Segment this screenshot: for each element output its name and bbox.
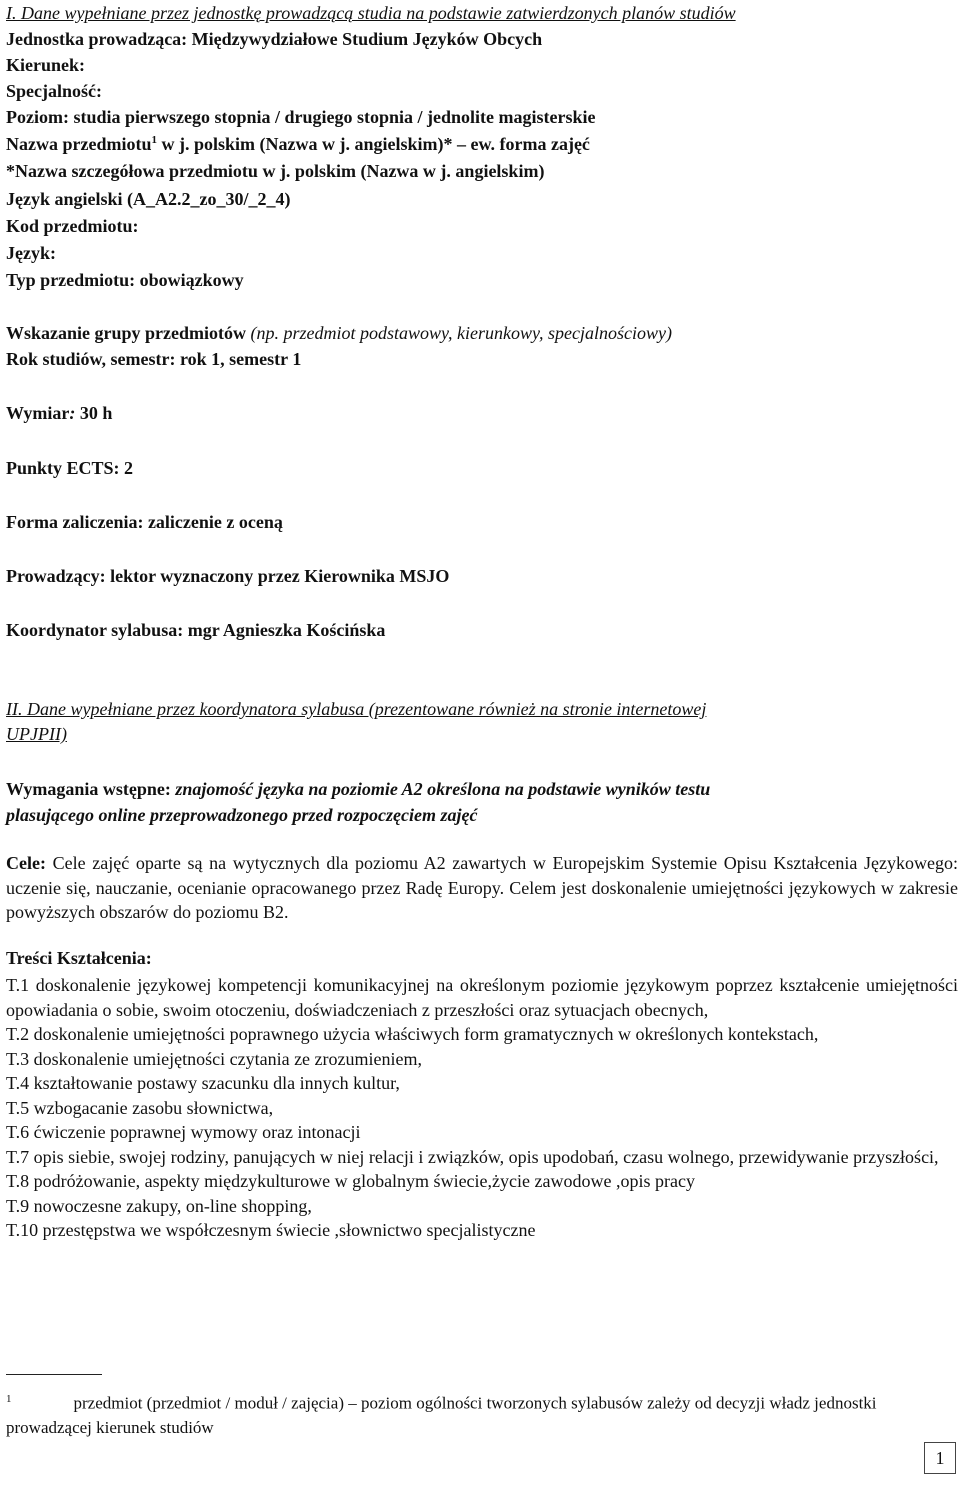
- punkty-ects-field: Punkty ECTS: 2: [6, 458, 134, 478]
- footnote-number: 1: [6, 1393, 12, 1405]
- jezyk-field: Język:: [6, 243, 56, 263]
- tresci-item: T.9 nowoczesne zakupy, on-line shopping,: [6, 1195, 312, 1216]
- koordynator-field: Koordynator sylabusa: mgr Agnieszka Kościńska: [6, 620, 386, 640]
- wymagania-label: Wymagania wstępne:: [6, 779, 176, 799]
- forma-zaliczenia-field: Forma zaliczenia: zaliczenie z oceną: [6, 512, 283, 532]
- poziom-field: Poziom: studia pierwszego stopnia / drugiego stopnia / jednolite magisterskie: [6, 107, 596, 127]
- tresci-label: Treści Kształcenia:: [6, 948, 152, 968]
- jezyk-angielski-field: Język angielski (A_A2.2_zo_30/_2_4): [6, 189, 291, 209]
- jednostka-field: Jednostka prowadząca: Międzywydziałowe Studium Języków Obcych: [6, 29, 543, 49]
- wskazanie-note: (np. przedmiot podstawowy, kierunkowy, specjalnościowy): [250, 323, 672, 343]
- wymagania-text: znajomość języka na poziomie A2 określona na podstawie wyników testu: [175, 779, 711, 799]
- footnote-text: przedmiot (przedmiot / moduł / zajęcia) – poziom ogólności tworzonych sylabusów zależy od decyzji władz jednostki prowadzącej kierunek studiów: [6, 1393, 877, 1437]
- nazwa-przedmiotu-field: [6, 133, 590, 155]
- footnote: [6, 1387, 958, 1440]
- nazwa-szczegolowa-field: *Nazwa szczegółowa przedmiotu w j. polskim (Nazwa w j. angielskim): [6, 161, 545, 181]
- kierunek-field: Kierunek:: [6, 55, 85, 75]
- wymagania-field: [6, 778, 710, 800]
- tresci-item: T.8 podróżowanie, aspekty międzykulturowe w globalnym świecie,życie zawodowe ,opis pracy: [6, 1171, 695, 1191]
- tresci-item: T.3 doskonalenie umiejętności czytania ze zrozumieniem,: [6, 1048, 423, 1069]
- nazwa-rest: w j. polskim (Nazwa w j. angielskim)* – ew. forma zajęć: [156, 134, 590, 154]
- tresci-item: T.5 wzbogacanie zasobu słownictwa,: [6, 1097, 274, 1118]
- nazwa-label: Nazwa przedmiotu: [6, 134, 152, 154]
- tresci-item: T.6 ćwiczenie poprawnej wymowy oraz intonacji: [6, 1122, 361, 1142]
- specjalnosc-field: Specjalność:: [6, 81, 102, 101]
- section-1-heading: I. Dane wypełniane przez jednostkę prowadzącą studia na podstawie zatwierdzonych planów studiów: [6, 3, 736, 23]
- cele-text: Cele zajęć oparte są na wytycznych dla poziomu A2 zawartych w Europejskim Systemie Opisu Kształcenia Językowego: uczenie się, nauczanie, ocenianie opracowanego przez Radę Europy. Celem jest doskonalenie umiejętności językowych w zakresie powyższych obszarów do poziomu B2.: [6, 853, 958, 922]
- wymiar-colon: :: [69, 403, 76, 423]
- tresci-item: T.1 doskonalenie językowej kompetencji komunikacyjnej na określonym poziomie językowym poprzez kształcenie umiejętności opowiadania o sobie, swoim otoczeniu, doświadczeniach z przeszłości oraz sytuacjach obecnych,: [6, 975, 958, 1020]
- wymiar-value: 30 h: [75, 403, 113, 423]
- page-number: 1: [924, 1442, 956, 1474]
- cele-label: Cele:: [6, 853, 46, 873]
- wskazanie-label: Wskazanie grupy przedmiotów: [6, 323, 251, 343]
- typ-przedmiotu-field: Typ przedmiotu: obowiązkowy: [6, 270, 244, 290]
- tresci-item: T.2 doskonalenie umiejętności poprawnego użycia właściwych form gramatycznych w określonych kontekstach,: [6, 1024, 819, 1044]
- tresci-item: T.4 kształtowanie postawy szacunku dla innych kultur,: [6, 1073, 400, 1093]
- wymagania-text-cont: plasującego online przeprowadzonego przed rozpoczęciem zajęć: [6, 805, 478, 825]
- wskazanie-grupy-field: [6, 322, 672, 344]
- tresci-list: [6, 973, 958, 1243]
- cele-paragraph: [6, 851, 958, 925]
- footnote-ref: 1: [151, 134, 157, 146]
- section-2-heading: II. Dane wypełniane przez koordynatora sylabusa (prezentowane również na stronie internetowej: [6, 699, 707, 719]
- kod-przedmiotu-field: Kod przedmiotu:: [6, 216, 139, 236]
- tresci-item: T.10 przestępstwa we współczesnym świecie ,słownictwo specjalistyczne: [6, 1220, 536, 1240]
- section-2-heading-cont: UPJPII): [6, 724, 67, 744]
- prowadzacy-field: Prowadzący: lektor wyznaczony przez Kierownika MSJO: [6, 566, 450, 586]
- wymiar-label: Wymiar: [6, 403, 70, 423]
- wymiar-field: [6, 402, 112, 424]
- rok-studiow-field: Rok studiów, semestr: rok 1, semestr 1: [6, 349, 302, 369]
- tresci-item: T.7 opis siebie, swojej rodziny, panujących w niej relacji i związków, opis upodobań, czasu wolnego, przewidywanie przyszłości,: [6, 1146, 939, 1167]
- footnote-divider: [6, 1374, 102, 1375]
